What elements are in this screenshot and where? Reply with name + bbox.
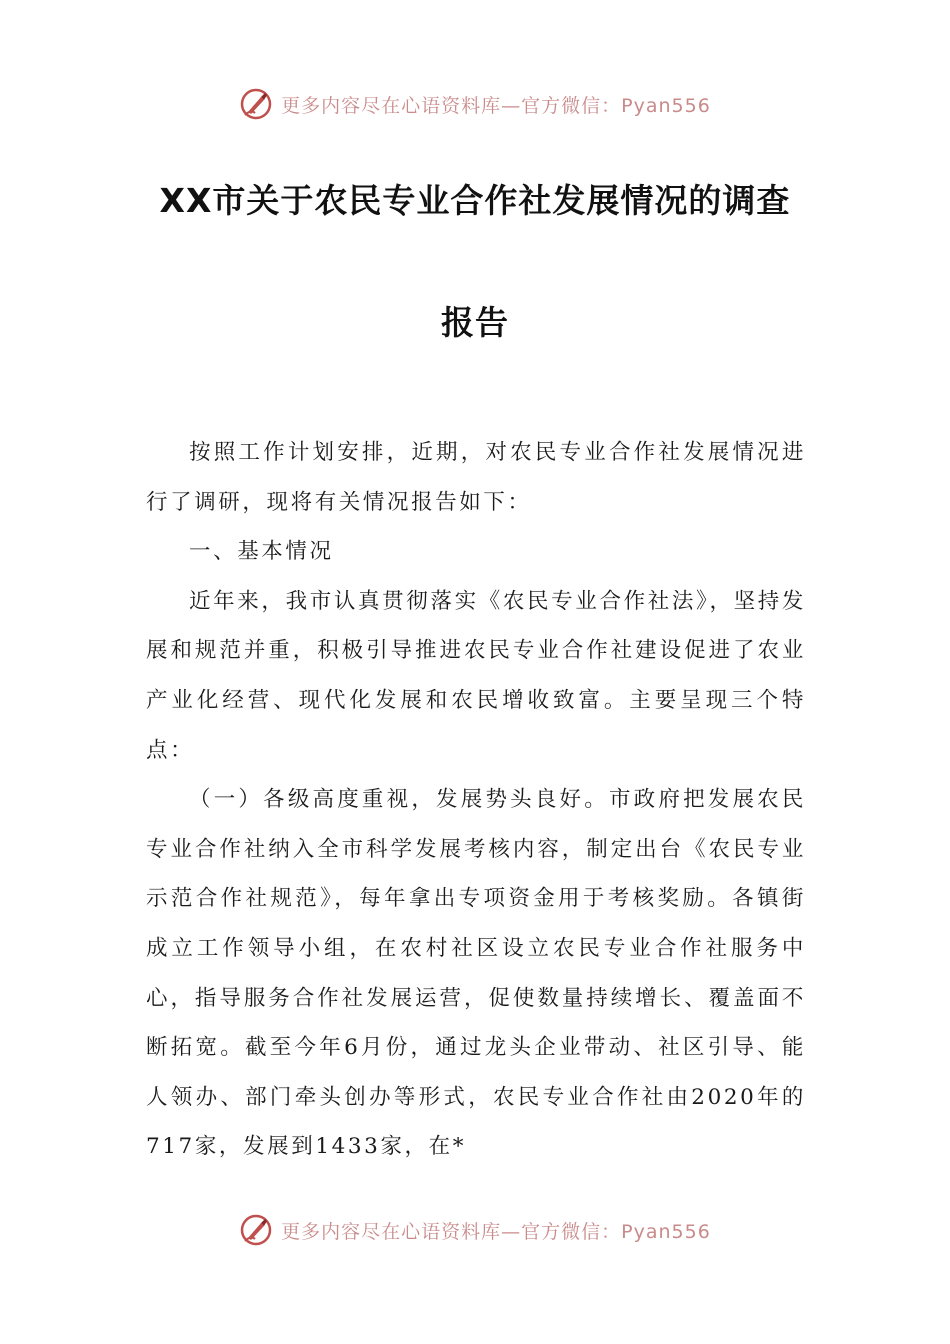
watermark-header [0,84,950,124]
section-heading-basic: 一、基本情况 [189,539,334,565]
watermark-text: 更多内容尽在心语资料库—官方微信：Pyan556 [281,94,711,117]
pen-logo-icon [239,1213,273,1247]
watermark-footer [0,1210,950,1250]
paragraph-intro: 按照工作计划安排，近期，对农民专业合作社发展情况进行了调研，现将有关情况报告如下： [146,440,806,515]
paragraph-overview: 近年来，我市认真贯彻落实《农民专业合作社法》，坚持发展和规范并重，积极引导推进农民专业合作社建设促进了农业产业化经营、现代化发展和农民增收致富。主要呈现三个特点： [146,588,806,763]
pen-logo-icon [239,87,273,121]
watermark-text: 更多内容尽在心语资料库—官方微信：Pyan556 [281,1220,711,1243]
document-body [146,428,806,1172]
page-title-line-1: XX市关于农民专业合作社发展情况的调查 [159,181,791,220]
page-title-line-2: 报告 [441,303,509,342]
paragraph-point-1: （一）各级高度重视，发展势头良好。市政府把发展农民专业合作社纳入全市科学发展考核内容，制定出台《农民专业示范合作社规范》，每年拿出专项资金用于考核奖励。各镇街成立工作领导小组，在农村社区设立农民专业合作社服务中心，指导服务合作社发展运营，促使数量持续增长、覆盖面不断拓宽。截至今年6月份，通过龙头企业带动、社区引导、能人领办、部门牵头创办等形式，农民专业合作社由2020年的717家，发展到1433家，在* [146,787,806,1160]
